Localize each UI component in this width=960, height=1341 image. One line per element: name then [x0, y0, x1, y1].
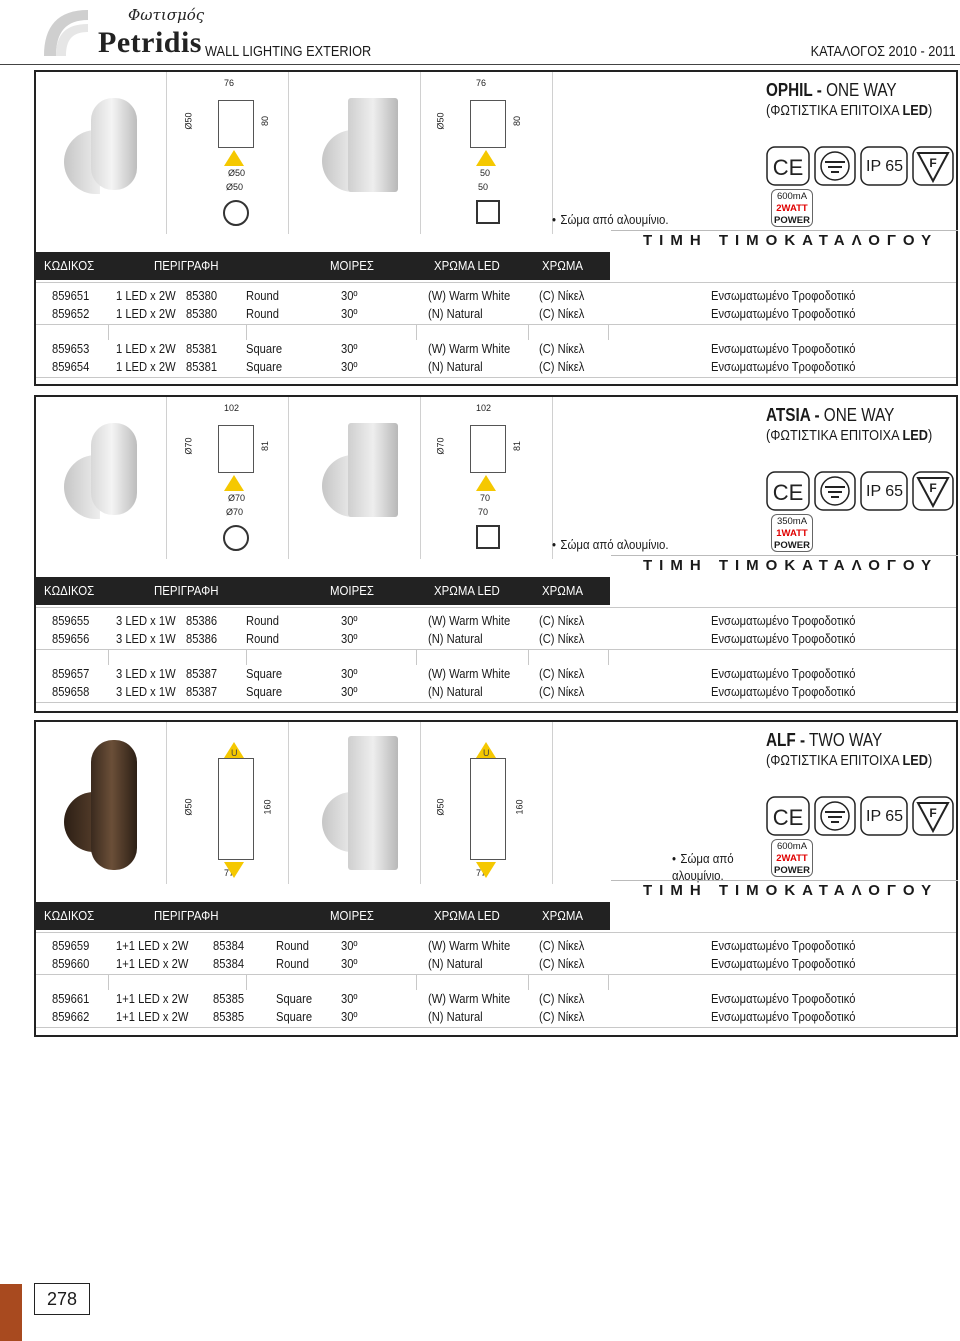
column-header-code: ΚΩΔΙΚΟΣ [44, 908, 95, 923]
power-badge [771, 514, 813, 552]
dimension-drawing [470, 758, 506, 860]
cell-model: 85384 [213, 956, 245, 971]
dim-diameter-label: Ø50 [435, 798, 446, 816]
cell-color: (C) Νίκελ [539, 991, 585, 1006]
column-divider [416, 324, 417, 340]
product-name: OPHIL - [766, 80, 822, 100]
header-rule [0, 64, 960, 65]
subtitle-led: LED [902, 752, 928, 769]
column-divider [108, 974, 109, 990]
certification-icons [766, 470, 956, 514]
column-divider [416, 974, 417, 990]
product-subtitle [766, 102, 932, 119]
subtitle-led: LED [902, 102, 928, 119]
dimension-drawing [218, 100, 254, 148]
cell-model: 85381 [186, 341, 218, 356]
column-divider [108, 324, 109, 340]
dimension-drawing [470, 100, 506, 148]
dim-front-label-2: 50 [478, 182, 489, 192]
cell-desc: 3 LED x 1W [116, 613, 176, 628]
table-row [36, 938, 956, 955]
column-divider [246, 649, 247, 665]
brand-name: Petridis [98, 26, 202, 59]
column-divider [246, 974, 247, 990]
table-row [36, 288, 956, 305]
table-row [36, 613, 956, 630]
cell-led: (W) Warm White [428, 288, 511, 303]
cell-led: (W) Warm White [428, 666, 511, 681]
dim-front-label: Ø50 [228, 168, 246, 178]
cell-color: (C) Νίκελ [539, 613, 585, 628]
product-photo-square [348, 98, 398, 192]
cell-shape: Square [246, 684, 283, 699]
cell-deg: 30º [341, 288, 358, 303]
cell-deg: 30º [341, 956, 358, 971]
cell-led: (N) Natural [428, 306, 483, 321]
cell-model: 85387 [186, 666, 218, 681]
cell-code: 859654 [52, 359, 90, 374]
dimension-drawing [218, 425, 254, 473]
cell-model: 85384 [213, 938, 245, 953]
power-label: POWER [774, 540, 810, 551]
cell-code: 859656 [52, 631, 90, 646]
power-ma: 350mA [776, 516, 808, 527]
dim-height-label: 81 [512, 440, 523, 452]
cell-code: 859657 [52, 666, 90, 681]
power-watt: 2WATT [776, 853, 808, 864]
catalog-year: ΚΑΤΑΛΟΓΟΣ 2010 - 2011 [810, 43, 956, 60]
cell-deg: 30º [341, 1009, 358, 1024]
dim-height-label: 160 [514, 799, 525, 815]
column-header-band [36, 252, 610, 280]
cell-led: (N) Natural [428, 631, 483, 646]
product-photo-square [348, 736, 398, 870]
ip-rating: IP 65 [866, 808, 904, 825]
dim-height-label: 160 [262, 799, 273, 815]
cell-driver: Ενσωματωμένο Τροφοδοτικό [711, 684, 856, 699]
cell-driver: Ενσωματωμένο Τροφοδοτικό [711, 956, 856, 971]
page-number: 278 [34, 1283, 90, 1315]
svg-text:CE: CE [772, 805, 804, 830]
svg-text:F: F [929, 156, 937, 170]
cell-code: 859652 [52, 306, 90, 321]
product-type: ONE WAY [821, 80, 897, 100]
power-ma: 600mA [776, 191, 808, 202]
subtitle-led: LED [902, 427, 928, 444]
cell-code: 859655 [52, 613, 90, 628]
column-divider [108, 649, 109, 665]
light-beam-icon [476, 862, 496, 878]
cell-deg: 30º [341, 306, 358, 321]
column-divider [246, 324, 247, 340]
cell-desc: 1 LED x 2W [116, 306, 176, 321]
petridis-logo-mark [38, 6, 96, 60]
cell-led: (W) Warm White [428, 341, 511, 356]
row-divider [36, 702, 956, 703]
light-beam-icon [224, 862, 244, 878]
power-watt: 2WATT [776, 203, 808, 214]
cell-shape: Square [276, 991, 313, 1006]
product-title [766, 405, 894, 426]
cell-color: (C) Νίκελ [539, 359, 585, 374]
power-label: POWER [774, 865, 810, 876]
cell-desc: 1+1 LED x 2W [116, 1009, 189, 1024]
certification-icons [766, 145, 956, 189]
cell-desc: 3 LED x 1W [116, 666, 176, 681]
cell-led: (W) Warm White [428, 613, 511, 628]
light-beam-icon [224, 150, 244, 166]
price-header: ΤΙΜΗ ΤΙΜΟΚΑΤΑΛΟΓΟΥ [611, 230, 958, 250]
table-row [36, 1009, 956, 1026]
cell-shape: Square [246, 359, 283, 374]
body-material-note: • Σώμα από αλουμίνιο. [552, 212, 669, 227]
svg-text:CE: CE [772, 480, 804, 505]
round-face-icon [223, 525, 249, 551]
beam-u-label: U [231, 748, 238, 758]
cell-deg: 30º [341, 613, 358, 628]
cell-desc: 1 LED x 2W [116, 341, 176, 356]
square-face-icon [476, 525, 500, 549]
cell-deg: 30º [341, 991, 358, 1006]
cell-shape: Round [246, 631, 279, 646]
table-row [36, 684, 956, 701]
cell-desc: 1 LED x 2W [116, 288, 176, 303]
cell-shape: Round [246, 288, 279, 303]
column-header-degrees: ΜΟΙΡΕΣ [330, 908, 374, 923]
column-header-description: ΠΕΡΙΓΡΑΦΗ [154, 908, 219, 923]
body-material-note: • Σώμα από αλουμίνιο. [552, 537, 669, 552]
cell-code: 859662 [52, 1009, 90, 1024]
product-type: ONE WAY [819, 405, 895, 425]
cell-driver: Ενσωματωμένο Τροφοδοτικό [711, 938, 856, 953]
cell-shape: Round [276, 938, 309, 953]
dim-diameter-label: Ø70 [435, 437, 446, 455]
cell-deg: 30º [341, 631, 358, 646]
cell-color: (C) Νίκελ [539, 684, 585, 699]
cell-model: 85386 [186, 631, 218, 646]
column-divider [416, 649, 417, 665]
product-photo-round [91, 423, 137, 515]
cell-code: 859653 [52, 341, 90, 356]
dim-height-label: 81 [260, 440, 271, 452]
column-header-code: ΚΩΔΙΚΟΣ [44, 258, 95, 273]
subtitle-close: ) [927, 102, 933, 119]
light-beam-icon [224, 475, 244, 491]
ip-rating: IP 65 [866, 483, 904, 500]
table-row [36, 631, 956, 648]
cell-desc: 1+1 LED x 2W [116, 956, 189, 971]
cell-code: 859661 [52, 991, 90, 1006]
cell-deg: 30º [341, 684, 358, 699]
cell-color: (C) Νίκελ [539, 1009, 585, 1024]
cell-color: (C) Νίκελ [539, 288, 585, 303]
dimension-drawing [218, 758, 254, 860]
column-header-color: ΧΡΩΜΑ [542, 258, 583, 273]
svg-text:CE: CE [772, 155, 804, 180]
ce-icon [766, 795, 956, 839]
dim-width-label: 102 [476, 403, 492, 413]
cell-shape: Round [246, 613, 279, 628]
ip-rating: IP 65 [866, 158, 904, 175]
cell-shape: Square [246, 666, 283, 681]
cell-code: 859660 [52, 956, 90, 971]
cell-color: (C) Νίκελ [539, 306, 585, 321]
dim-front-label-2: Ø50 [226, 182, 244, 192]
product-name: ALF - [766, 730, 806, 750]
cell-desc: 1+1 LED x 2W [116, 991, 189, 1006]
cell-shape: Square [276, 1009, 313, 1024]
ce-icon [766, 145, 956, 189]
cell-desc: 1 LED x 2W [116, 359, 176, 374]
column-header-degrees: ΜΟΙΡΕΣ [330, 583, 374, 598]
table-row [36, 991, 956, 1008]
column-divider [608, 649, 609, 665]
cell-model: 85387 [186, 684, 218, 699]
svg-text:F: F [929, 806, 937, 820]
price-header: ΤΙΜΗ ΤΙΜΟΚΑΤΑΛΟΓΟΥ [611, 880, 958, 900]
dim-width-label: 76 [476, 78, 487, 88]
product-section [34, 720, 958, 1037]
cell-driver: Ενσωματωμένο Τροφοδοτικό [711, 306, 856, 321]
dim-diameter-label: Ø70 [183, 437, 194, 455]
column-divider [528, 974, 529, 990]
cell-code: 859658 [52, 684, 90, 699]
price-header: ΤΙΜΗ ΤΙΜΟΚΑΤΑΛΟΓΟΥ [611, 555, 958, 575]
dim-front-label: 50 [480, 168, 491, 178]
row-divider [36, 607, 956, 608]
row-divider [36, 377, 956, 378]
dim-front-label-2: 70 [478, 507, 489, 517]
cell-desc: 3 LED x 1W [116, 631, 176, 646]
dim-width-label: 77 [224, 868, 235, 878]
dim-diameter-label: Ø50 [435, 112, 446, 130]
dim-height-label: 80 [260, 115, 271, 127]
column-header-degrees: ΜΟΙΡΕΣ [330, 258, 374, 273]
cell-desc: 1+1 LED x 2W [116, 938, 189, 953]
dim-front-label-2: Ø70 [226, 507, 244, 517]
round-face-icon [223, 200, 249, 226]
row-divider [36, 932, 956, 933]
body-material-note: • Σώμα από αλουμίνιο. [672, 850, 742, 884]
dim-height-label: 80 [512, 115, 523, 127]
cell-model: 85381 [186, 359, 218, 374]
cell-led: (N) Natural [428, 1009, 483, 1024]
power-label: POWER [774, 215, 810, 226]
product-type: TWO WAY [805, 730, 883, 750]
dim-width-label: 76 [224, 78, 235, 88]
cell-driver: Ενσωματωμένο Τροφοδοτικό [711, 1009, 856, 1024]
table-row [36, 956, 956, 973]
category-title: WALL LIGHTING EXTERIOR [205, 43, 372, 60]
row-divider [36, 1027, 956, 1028]
product-photo-square [348, 423, 398, 517]
square-face-icon [476, 200, 500, 224]
cell-driver: Ενσωματωμένο Τροφοδοτικό [711, 341, 856, 356]
column-header-color: ΧΡΩΜΑ [542, 908, 583, 923]
subtitle-close: ) [927, 752, 933, 769]
cell-model: 85385 [213, 1009, 245, 1024]
subtitle-text: (ΦΩΤΙΣΤΙΚΑ ΕΠΙΤΟΙΧΑ [766, 752, 903, 769]
cell-led: (N) Natural [428, 956, 483, 971]
column-divider [608, 974, 609, 990]
product-photo-round [91, 98, 137, 190]
power-badge [771, 839, 813, 877]
product-section [34, 395, 958, 713]
power-badge [771, 189, 813, 227]
certification-icons [766, 795, 956, 839]
dim-diameter-label: Ø50 [183, 112, 194, 130]
cell-driver: Ενσωματωμένο Τροφοδοτικό [711, 631, 856, 646]
product-name: ATSIA - [766, 405, 820, 425]
cell-shape: Round [246, 306, 279, 321]
subtitle-text: (ΦΩΤΙΣΤΙΚΑ ΕΠΙΤΟΙΧΑ [766, 427, 903, 444]
cell-shape: Square [246, 341, 283, 356]
cell-deg: 30º [341, 341, 358, 356]
brand-script: Φωτισμός [128, 6, 205, 24]
column-divider [528, 649, 529, 665]
product-subtitle [766, 427, 932, 444]
column-header-code: ΚΩΔΙΚΟΣ [44, 583, 95, 598]
product-title [766, 80, 897, 101]
cell-led: (W) Warm White [428, 938, 511, 953]
cell-driver: Ενσωματωμένο Τροφοδοτικό [711, 288, 856, 303]
dim-diameter-label: Ø50 [183, 798, 194, 816]
table-row [36, 341, 956, 358]
power-ma: 600mA [776, 841, 808, 852]
column-header-led-color: ΧΡΩΜΑ LED [434, 583, 500, 598]
subtitle-close: ) [927, 427, 933, 444]
cell-color: (C) Νίκελ [539, 956, 585, 971]
ce-icon [766, 470, 956, 514]
column-divider [528, 324, 529, 340]
cell-driver: Ενσωματωμένο Τροφοδοτικό [711, 991, 856, 1006]
cell-desc: 3 LED x 1W [116, 684, 176, 699]
cell-led: (N) Natural [428, 684, 483, 699]
row-divider [36, 974, 956, 975]
cell-code: 859651 [52, 288, 90, 303]
dim-front-label: 70 [480, 493, 491, 503]
product-title [766, 730, 882, 751]
column-header-band [36, 577, 610, 605]
cell-color: (C) Νίκελ [539, 666, 585, 681]
cell-color: (C) Νίκελ [539, 938, 585, 953]
table-row [36, 666, 956, 683]
dim-width-label: 102 [224, 403, 240, 413]
column-header-led-color: ΧΡΩΜΑ LED [434, 258, 500, 273]
row-divider [36, 324, 956, 325]
cell-deg: 30º [341, 666, 358, 681]
cell-color: (C) Νίκελ [539, 341, 585, 356]
light-beam-icon [476, 475, 496, 491]
light-beam-icon [476, 150, 496, 166]
cell-deg: 30º [341, 359, 358, 374]
row-divider [36, 649, 956, 650]
subtitle-text: (ΦΩΤΙΣΤΙΚΑ ΕΠΙΤΟΙΧΑ [766, 102, 903, 119]
cell-driver: Ενσωματωμένο Τροφοδοτικό [711, 666, 856, 681]
dimension-drawing [470, 425, 506, 473]
table-row [36, 306, 956, 323]
table-row [36, 359, 956, 376]
cell-led: (N) Natural [428, 359, 483, 374]
dim-width-label: 77 [476, 868, 487, 878]
cell-model: 85386 [186, 613, 218, 628]
cell-model: 85385 [213, 991, 245, 1006]
column-header-band [36, 902, 610, 930]
column-header-description: ΠΕΡΙΓΡΑΦΗ [154, 258, 219, 273]
product-photo-round [91, 740, 137, 870]
cell-model: 85380 [186, 288, 218, 303]
column-header-color: ΧΡΩΜΑ [542, 583, 583, 598]
product-subtitle [766, 752, 932, 769]
product-section [34, 70, 958, 386]
cell-driver: Ενσωματωμένο Τροφοδοτικό [711, 613, 856, 628]
cell-color: (C) Νίκελ [539, 631, 585, 646]
cell-model: 85380 [186, 306, 218, 321]
dim-front-label: Ø70 [228, 493, 246, 503]
cell-led: (W) Warm White [428, 991, 511, 1006]
column-divider [608, 324, 609, 340]
power-watt: 1WATT [776, 528, 808, 539]
column-header-led-color: ΧΡΩΜΑ LED [434, 908, 500, 923]
svg-text:F: F [929, 481, 937, 495]
page-tab [0, 1284, 22, 1341]
column-header-description: ΠΕΡΙΓΡΑΦΗ [154, 583, 219, 598]
beam-u-label: U [483, 748, 490, 758]
cell-code: 859659 [52, 938, 90, 953]
cell-shape: Round [276, 956, 309, 971]
cell-deg: 30º [341, 938, 358, 953]
row-divider [36, 282, 956, 283]
cell-driver: Ενσωματωμένο Τροφοδοτικό [711, 359, 856, 374]
